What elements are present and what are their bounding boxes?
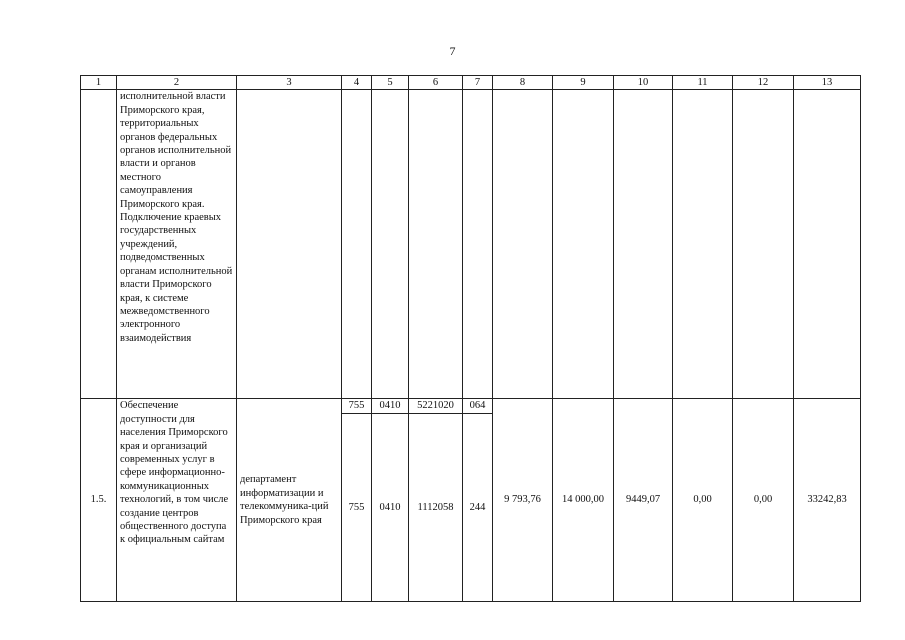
code-ministry: 755 xyxy=(342,413,372,601)
continuation-text: исполнительной власти Приморского края, территориальных органов федеральных органов исполнительной власти и органов местного самоуправления Приморского края. Подключение краевых государственных учреждений, подведомственных органам исполнительной власти Приморского края, к системе межведомственного электронного взаимодействия xyxy=(117,90,237,399)
code-target: 1112058 xyxy=(409,413,463,601)
code-ministry: 755 xyxy=(342,399,372,413)
header-cell: 1 xyxy=(81,76,117,90)
row-executor: департамент информатизации и телекоммуника-ций Приморского края xyxy=(237,399,342,601)
value-col-9: 14 000,00 xyxy=(553,399,614,601)
header-row xyxy=(81,76,861,90)
header-cell: 11 xyxy=(673,76,733,90)
header-cell: 12 xyxy=(733,76,794,90)
header-cell: 13 xyxy=(794,76,861,90)
code-type: 064 xyxy=(463,399,493,413)
header-cell: 9 xyxy=(553,76,614,90)
header-cell: 8 xyxy=(493,76,553,90)
continuation-row xyxy=(81,90,861,399)
header-cell: 2 xyxy=(117,76,237,90)
value-col-13: 33242,83 xyxy=(794,399,861,601)
row-1-5-line-1 xyxy=(81,399,861,413)
header-cell: 10 xyxy=(614,76,673,90)
value-col-11: 0,00 xyxy=(673,399,733,601)
value-col-12: 0,00 xyxy=(733,399,794,601)
code-type: 244 xyxy=(463,413,493,601)
header-cell: 7 xyxy=(463,76,493,90)
header-cell: 6 xyxy=(409,76,463,90)
budget-table xyxy=(80,75,861,602)
value-col-10: 9449,07 xyxy=(614,399,673,601)
row-name: Обеспечение доступности для населения Приморского края и организаций современных услуг в сфере информационно-коммуникационных технологий, в том числе создание центров общественного доступа к официальным сайтам xyxy=(117,399,237,601)
value-col-8: 9 793,76 xyxy=(493,399,553,601)
header-cell: 4 xyxy=(342,76,372,90)
header-cell: 5 xyxy=(372,76,409,90)
header-cell: 3 xyxy=(237,76,342,90)
row-number: 1.5. xyxy=(81,399,117,601)
code-section: 0410 xyxy=(372,413,409,601)
code-section: 0410 xyxy=(372,399,409,413)
code-target: 5221020 xyxy=(409,399,463,413)
page-number: 7 xyxy=(449,44,456,58)
